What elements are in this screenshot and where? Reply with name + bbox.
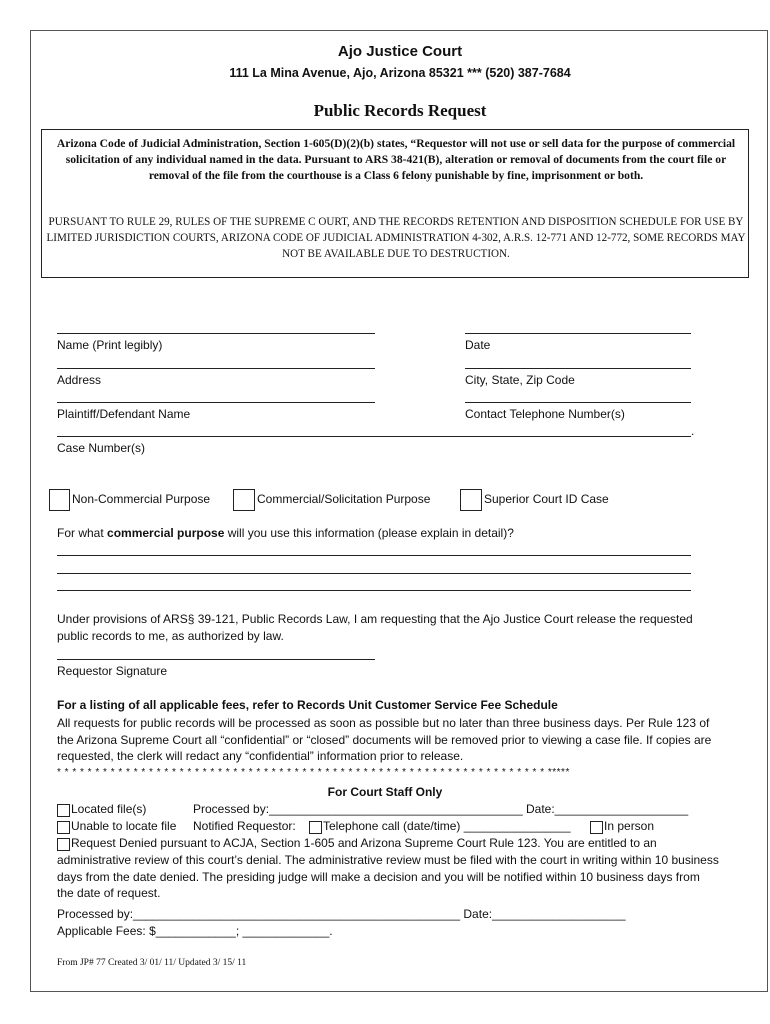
noncommercial-label: Non-Commercial Purpose	[72, 492, 211, 506]
denied-checkbox[interactable]	[57, 838, 70, 851]
telephone-label[interactable]: Telephone call (date/time) ________________	[323, 819, 571, 833]
date-field[interactable]	[465, 333, 691, 334]
signature-label: Requestor Signature	[57, 664, 168, 678]
party-name-field[interactable]	[57, 402, 375, 403]
located-label: Located file(s)	[71, 802, 147, 816]
case-number-period: .	[691, 424, 695, 438]
date-label: Date	[465, 338, 491, 352]
fees-heading: For a listing of all applicable fees, refer to Records Unit Customer Service Fee Schedule	[57, 698, 558, 712]
city-field[interactable]	[465, 368, 691, 369]
applicable-fees[interactable]: Applicable Fees: $____________; _____________.	[57, 924, 333, 938]
processed-by-line[interactable]: Processed by:______________________________________ Date:____________________	[193, 802, 689, 816]
phone-field[interactable]	[465, 402, 691, 403]
denied-text: administrative review of this court’s denial. The administrative review must be filed with the court in writing within 10 business days from the date denied. The presiding judge will make a decision and you will be notified within 10 business days from the date of request.	[57, 853, 719, 900]
address-label: Address	[57, 373, 102, 387]
in-person-checkbox[interactable]	[590, 821, 603, 834]
unable-label: Unable to locate file	[71, 819, 177, 833]
name-field[interactable]	[57, 333, 375, 334]
commercial-label: Commercial/Solicitation Purpose	[257, 492, 431, 506]
declaration-text: Under provisions of ARS§ 39-121, Public Records Law, I am requesting that the Ajo Justice Court release the requested public records to me, as authorized by law.	[57, 612, 693, 643]
noncommercial-checkbox[interactable]	[49, 489, 70, 511]
form-footer: From JP# 77 Created 3/ 01/ 11/ Updated 3/ 15/ 11	[57, 958, 247, 968]
processed-by-line-2[interactable]: Processed by:_________________________________________________ Date:____________________	[57, 907, 626, 921]
purpose-line-3[interactable]	[57, 590, 691, 591]
court-name: Ajo Justice Court	[337, 43, 463, 60]
city-label: City, State, Zip Code	[465, 373, 575, 387]
page-title: Public Records Request	[313, 101, 487, 120]
unable-checkbox[interactable]	[57, 821, 70, 834]
form-page	[30, 30, 768, 992]
party-name-label: Plaintiff/Defendant Name	[57, 407, 191, 421]
court-address: 111 La Mina Avenue, Ajo, Arizona 85321 *** (520) 387-7684	[229, 66, 571, 80]
purpose-line-2[interactable]	[57, 573, 691, 574]
commercial-checkbox[interactable]	[233, 489, 255, 511]
denied-label: Request Denied pursuant to ACJA, Section 1-605 and Arizona Supreme Court Rule 123. You are entitled to an	[71, 836, 657, 850]
in-person-label: In person	[604, 819, 655, 833]
phone-label: Contact Telephone Number(s)	[465, 407, 625, 421]
notified-label: Notified Requestor:	[193, 819, 296, 833]
staff-heading: For Court Staff Only	[327, 785, 443, 799]
purpose-line-1[interactable]	[57, 555, 691, 556]
retention-notice: PURSUANT TO RULE 29, RULES OF THE SUPREME C OURT, AND THE RECORDS RETENTION AND DISPOSITION SCHEDULE FOR USE BY LIMITED JURISDICTION COURTS, ARIZONA CODE OF JUDICIAL ADMINISTRATION 4-302, A.R.S. 12-771 AND 12-772, SOME RECORDS MAY NOT BE AVAILABLE DUE TO DESTRUCTION.	[46, 216, 746, 260]
name-label: Name (Print legibly)	[57, 338, 163, 352]
legal-notice-box	[41, 129, 749, 278]
superior-court-checkbox[interactable]	[460, 489, 482, 511]
signature-field[interactable]	[57, 659, 375, 660]
case-number-label: Case Number(s)	[57, 441, 146, 455]
separator-stars: * * * * * * * * * * * * * * * * * * * * * * * * * * * * * * * * * * * * * * * * * * * * * * * * * * * * * * * * * * * * * * * * *****	[57, 767, 570, 778]
telephone-checkbox[interactable]	[309, 821, 322, 834]
case-number-field[interactable]	[57, 436, 691, 437]
commercial-purpose-question: For what commercial purpose will you use this information (please explain in detail)?	[57, 526, 514, 540]
superior-court-label: Superior Court ID Case	[484, 492, 609, 506]
fees-text: All requests for public records will be processed as soon as possible but no later than three business days. Per Rule 123 of the Arizona Supreme Court all “confidential” or “closed” documents will be removed prior to viewing a case file. If copies are requested, the clerk will redact any “confidential” information prior to release.	[57, 716, 712, 763]
located-checkbox[interactable]	[57, 804, 70, 817]
statute-notice: Arizona Code of Judicial Administration, Section 1-605(D)(2)(b) states, “Requestor will not use or sell data for the purpose of commercial solicitation of any individual named in the data. Pursuant to ARS 38-421(B), alteration or removal of documents from the court file or removal of the file from the courthouse is a Class 6 felony punishable by fine, imprisonment or both.	[56, 137, 736, 182]
address-field[interactable]	[57, 368, 375, 369]
